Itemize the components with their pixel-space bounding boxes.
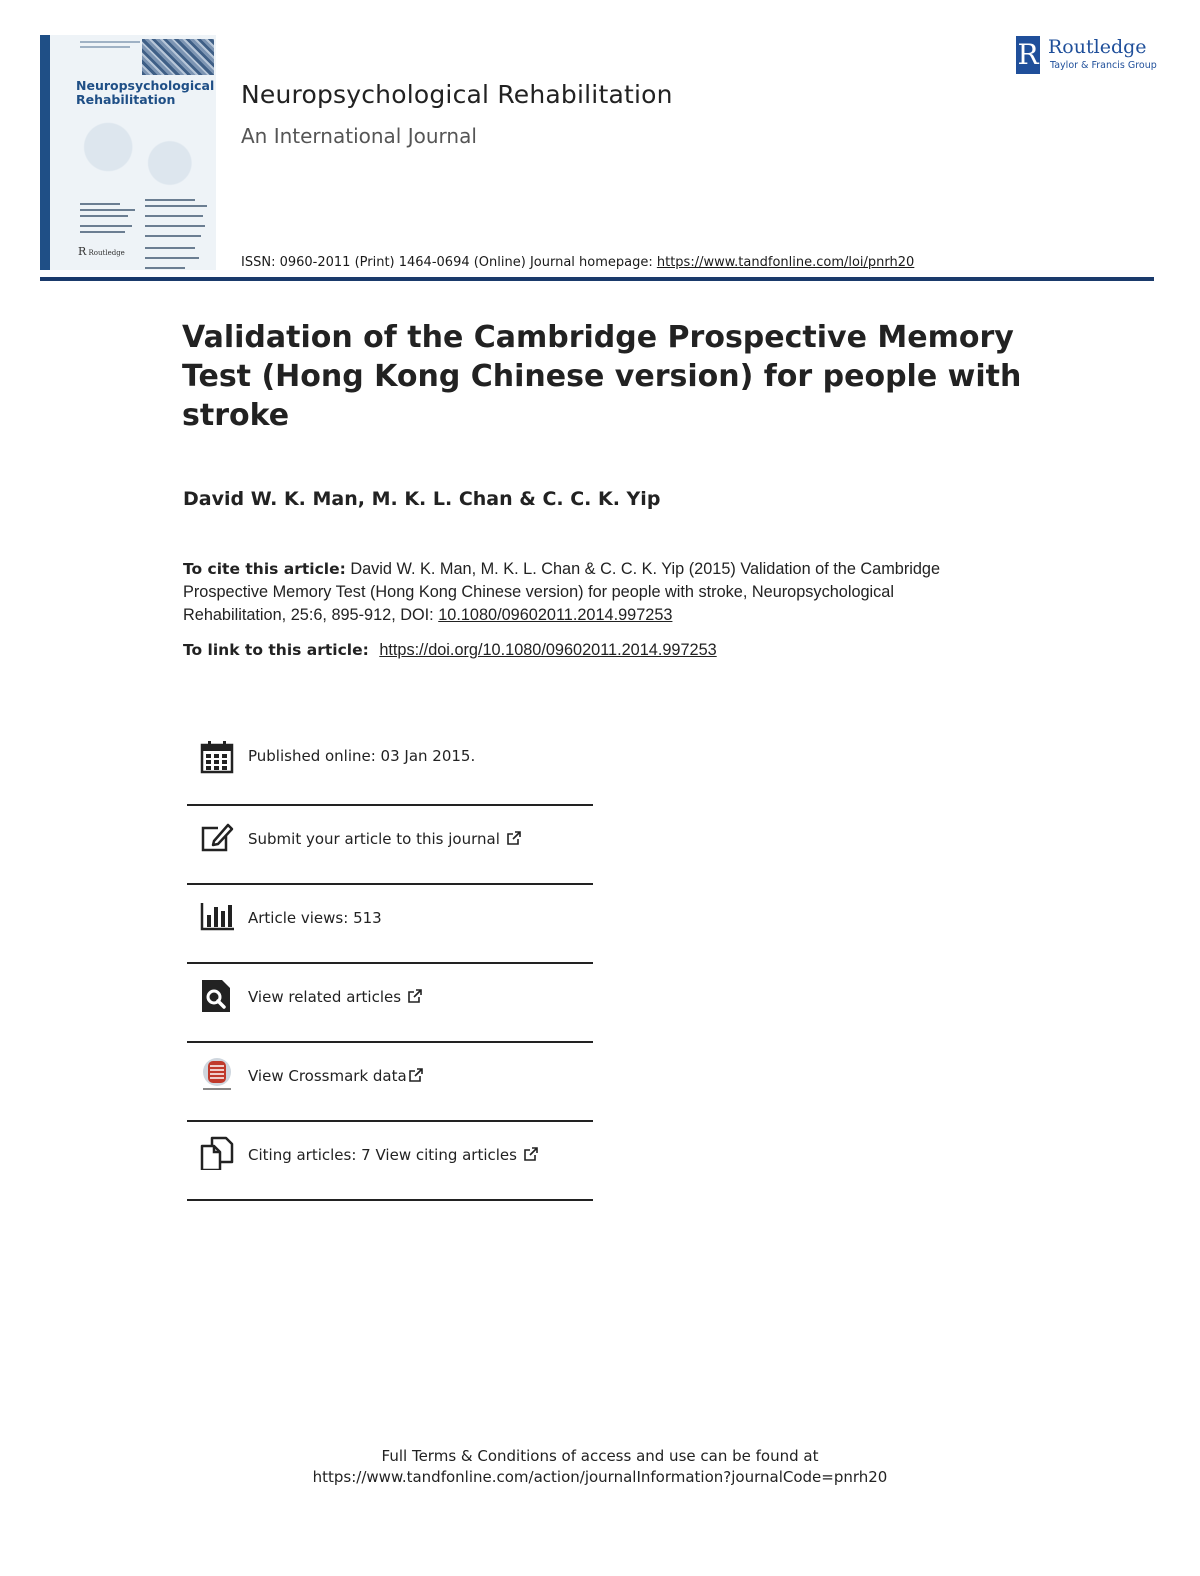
journal-subtitle: An International Journal xyxy=(241,124,477,148)
published-row xyxy=(187,728,593,806)
cite-doi-link[interactable]: 10.1080/09602011.2014.997253 xyxy=(438,606,673,624)
cover-texture xyxy=(62,115,216,195)
routledge-r-icon: R xyxy=(1016,36,1040,74)
cover-text-line xyxy=(80,231,125,233)
external-link-icon xyxy=(523,1146,539,1162)
citing-articles-link[interactable]: Citing articles: 7 View citing articles xyxy=(248,1146,539,1164)
article-title: Validation of the Cambridge Prospective Memory Test (Hong Kong Chinese version) for people with stroke xyxy=(182,320,1022,433)
terms-url[interactable]: https://www.tandfonline.com/action/journalInformation?journalCode=pnrh20 xyxy=(312,1468,888,1486)
external-link-icon xyxy=(506,830,522,846)
external-link-icon xyxy=(407,988,423,1004)
cover-publisher-logo: R Routledge xyxy=(78,245,125,258)
cover-text-line xyxy=(80,203,120,205)
article-views-row xyxy=(187,885,593,964)
terms-text: Full Terms & Conditions of access and use can be found at xyxy=(381,1447,819,1465)
header-divider xyxy=(40,277,1154,281)
cover-artwork xyxy=(142,39,214,75)
article-authors: David W. K. Man, M. K. L. Chan & C. C. K. Yip xyxy=(183,488,661,510)
article-views: Article views: 513 xyxy=(248,909,382,927)
crossmark-row[interactable] xyxy=(187,1043,593,1122)
citing-articles-row[interactable] xyxy=(187,1122,593,1201)
related-articles-row[interactable] xyxy=(187,964,593,1043)
article-doi-link[interactable]: https://doi.org/10.1080/09602011.2014.997253 xyxy=(379,641,717,659)
publisher-group: Taylor & Francis Group xyxy=(1050,60,1157,71)
journal-cover-image xyxy=(40,35,216,270)
submit-article-row[interactable] xyxy=(187,806,593,885)
search-document-icon xyxy=(200,978,234,1012)
terms-footer xyxy=(0,1446,1200,1488)
edit-icon xyxy=(200,820,234,854)
cover-text-line xyxy=(145,267,185,269)
cover-text-line xyxy=(145,235,201,237)
cover-text-line xyxy=(80,41,140,43)
cover-text-line xyxy=(145,205,207,207)
copy-documents-icon xyxy=(200,1136,234,1170)
submit-article-link[interactable]: Submit your article to this journal xyxy=(248,830,522,848)
cover-text-line xyxy=(145,257,199,259)
cover-text-line xyxy=(145,247,195,249)
cite-text: David W. K. Man, M. K. L. Chan & C. C. K. Yip (2015) Validation of the Cambridge Prospective Memory Test (Hong Kong Chinese version) for people with stroke, Neuropsychological Rehabilitation, 25:6, 895-912, DOI: xyxy=(183,560,941,624)
bar-chart-icon xyxy=(200,899,234,933)
crossmark-icon xyxy=(200,1057,234,1091)
published-date: Published online: 03 Jan 2015. xyxy=(248,747,476,765)
cover-text-line xyxy=(145,199,195,201)
cover-text-line xyxy=(80,215,128,217)
cover-text-line xyxy=(80,209,135,211)
related-articles-link[interactable]: View related articles xyxy=(248,988,423,1006)
link-label: To link to this article: xyxy=(183,641,369,659)
cover-text-line xyxy=(145,215,203,217)
citation-block xyxy=(183,558,963,627)
cite-label: To cite this article: xyxy=(183,560,346,578)
article-link-line xyxy=(183,641,717,660)
cover-text-line xyxy=(80,225,132,227)
issn-line xyxy=(241,255,914,270)
crossmark-link[interactable]: View Crossmark data xyxy=(248,1067,424,1085)
journal-homepage-link[interactable]: https://www.tandfonline.com/loi/pnrh20 xyxy=(656,255,915,270)
cover-text-line xyxy=(80,46,130,48)
article-info-list xyxy=(187,728,593,1201)
calendar-icon xyxy=(200,740,234,774)
cover-text-line xyxy=(145,225,205,227)
journal-title: Neuropsychological Rehabilitation xyxy=(241,80,673,109)
external-link-icon xyxy=(408,1067,424,1083)
publisher-name: Routledge xyxy=(1048,36,1147,58)
issn-text: ISSN: 0960-2011 (Print) 1464-0694 (Online) Journal homepage: xyxy=(241,255,657,270)
publisher-logo xyxy=(1016,36,1166,76)
cover-title: Neuropsychological Rehabilitation xyxy=(76,78,215,107)
